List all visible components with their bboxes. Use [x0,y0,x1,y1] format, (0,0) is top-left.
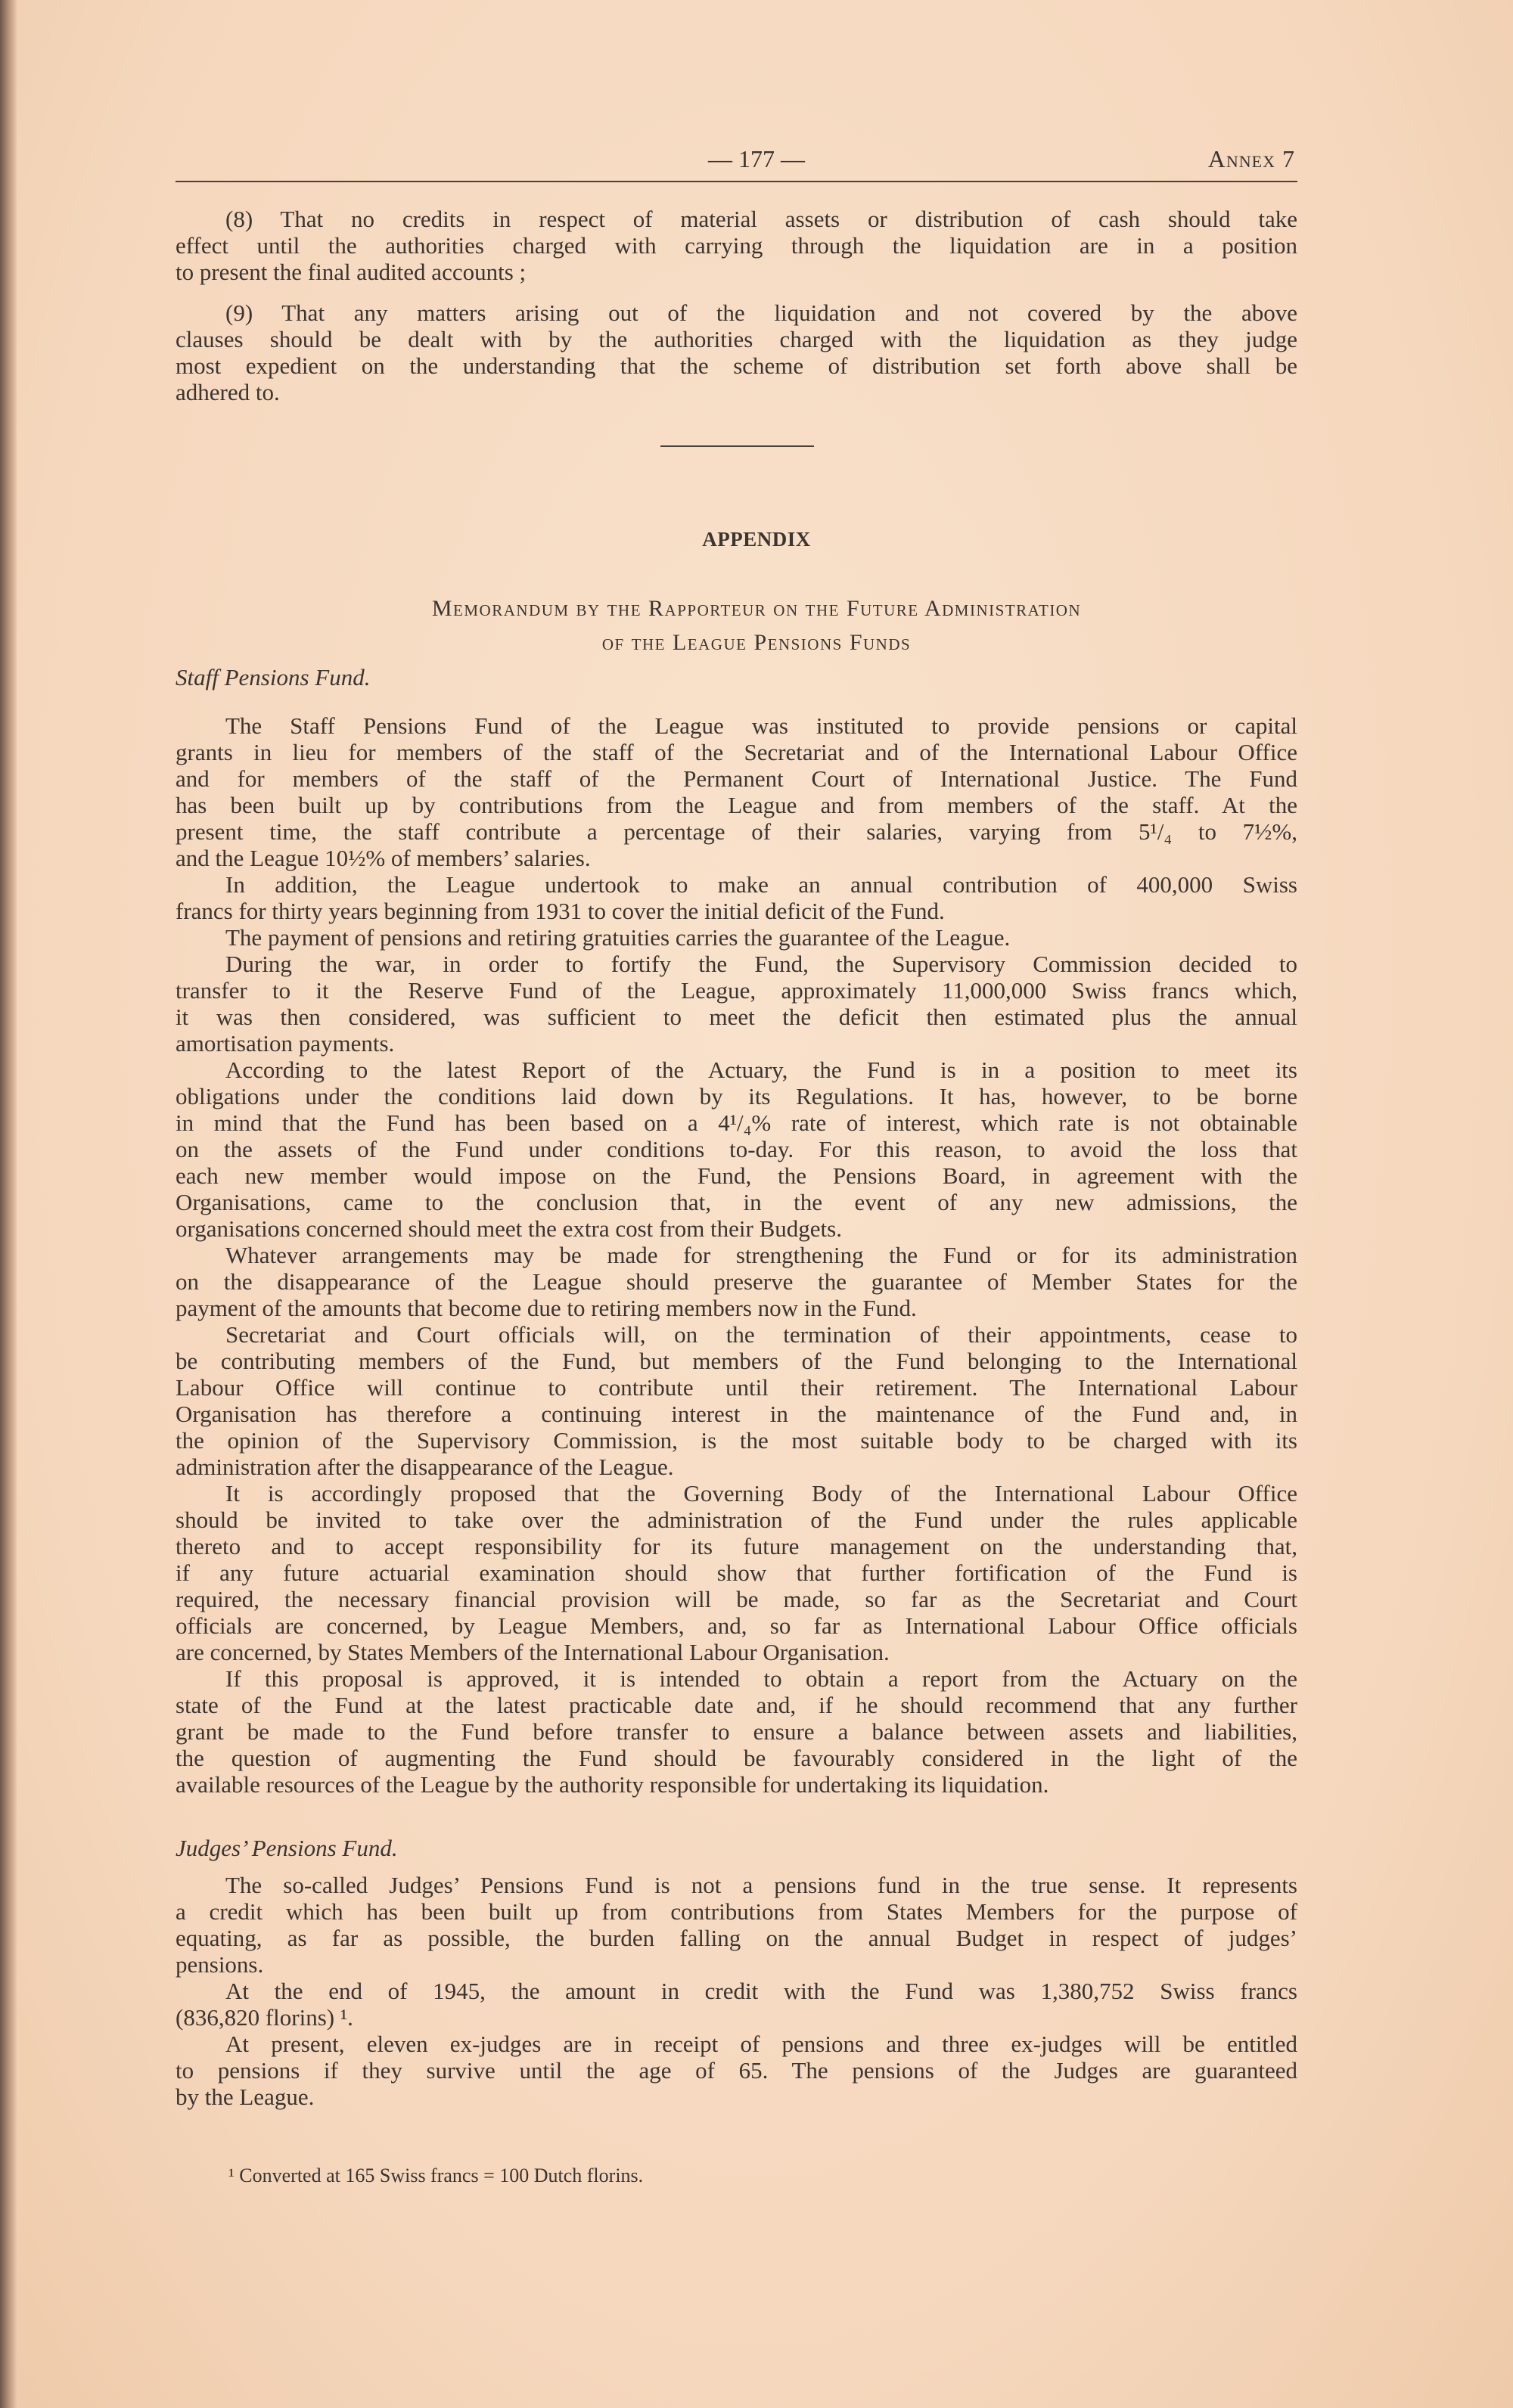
text-line: The so-called Judges’ Pensions Fund is not a pensions fund in the true sense. It represents [225,1872,1297,1898]
text-line: required, the necessary financial provision will be made, so far as the Secretariat and Court [176,1586,1297,1612]
paragraph [176,871,1297,924]
text-line: Organisation has therefore a continuing interest in the maintenance of the Fund and, in [176,1401,1297,1427]
text-line: thereto and to accept responsibility for its future management on the understanding that, [176,1533,1297,1559]
text-line: and the League 10½% of members’ salaries. [176,845,591,871]
text-line: has been built up by contributions from the League and from members of the staff. At the [176,792,1297,818]
text-line: (9) That any matters arising out of the liquidation and not covered by the above [225,299,1297,326]
paragraph [176,1480,1297,1665]
text-line: to pensions if they survive until the age of 65. The pensions of the Judges are guaranteed [176,2057,1297,2084]
paragraph [176,1057,1297,1242]
text-line: grants in lieu for members of the staff of the Secretariat and of the International Labour Office [176,739,1297,765]
text-line: effect until the authorities charged with carrying through the liquidation are in a position [176,232,1297,259]
header-rule [176,181,1297,182]
text-line: a credit which has been built up from contributions from States Members for the purpose of [176,1898,1297,1925]
text-line: each new member would impose on the Fund, the Pensions Board, in agreement with the [176,1162,1297,1189]
text-line: it was then considered, was sufficient to meet the deficit then estimated plus the annual [176,1004,1297,1030]
text-line: state of the Fund at the latest practicable date and, if he should recommend that any further [176,1692,1297,1718]
text-line: organisations concerned should meet the extra cost from their Budgets. [176,1215,842,1242]
text-line: in mind that the Fund has been based on a 4¹/₄% rate of interest, which rate is not obtainable [176,1109,1297,1136]
text-line: to present the final audited accounts ; [176,259,527,285]
paragraph [176,712,1297,871]
text-line: It is accordingly proposed that the Governing Body of the International Labour Office [225,1480,1297,1507]
text-line: the opinion of the Supervisory Commission, is the most suitable body to be charged with its [176,1427,1297,1454]
memo-title-line-2: of the League Pensions Funds [601,630,912,655]
text-line: most expedient on the understanding that the scheme of distribution set forth above shall be [176,352,1297,379]
text-line: amortisation payments. [176,1030,395,1057]
text-line: Whatever arrangements may be made for strengthening the Fund or for its administration [225,1242,1297,1268]
text-line: payment of the amounts that become due to retiring members now in the Fund. [176,1295,917,1321]
text-line: During the war, in order to fortify the Fund, the Supervisory Commission decided to [225,951,1297,977]
staff-pensions-heading: Staff Pensions Fund. [176,664,371,690]
text-line: if any future actuarial examination should show that further fortification of the Fund is [176,1559,1297,1586]
text-line: pensions. [176,1951,264,1978]
paragraph [176,1321,1297,1480]
section-divider [660,445,814,447]
paragraph [176,1978,1297,2031]
paragraph [176,2031,1297,2110]
text-line: Labour Office will continue to contribute until their retirement. The International Labour [176,1374,1297,1401]
text-line: the question of augmenting the Fund should be favourably considered in the light of the [176,1745,1297,1771]
paragraph [176,1242,1297,1321]
text-line: grant be made to the Fund before transfer to ensure a balance between assets and liabilities, [176,1718,1297,1745]
text-line: on the disappearance of the League should preserve the guarantee of Member States for the [176,1268,1297,1295]
text-line: obligations under the conditions laid down by its Regulations. It has, however, to be borne [176,1083,1297,1109]
paragraph [176,1872,1297,1978]
text-line: transfer to it the Reserve Fund of the League, approximately 11,000,000 Swiss francs which, [176,977,1297,1004]
text-line: Secretariat and Court officials will, on the termination of their appointments, cease to [225,1321,1297,1348]
page-binding-edge [0,0,17,2408]
text-line: be contributing members of the Fund, but members of the Fund belonging to the International [176,1348,1297,1374]
text-line: At the end of 1945, the amount in credit with the Fund was 1,380,752 Swiss francs [225,1978,1297,2004]
paragraph [176,924,1297,951]
text-line: equating, as far as possible, the burden falling on the annual Budget in respect of judges’ [176,1925,1297,1951]
judges-pensions-body [176,1872,1297,2110]
text-line: The Staff Pensions Fund of the League was instituted to provide pensions or capital [225,712,1297,739]
text-line: francs for thirty years beginning from 1931 to cover the initial deficit of the Fund. [176,898,945,924]
text-line: If this proposal is approved, it is intended to obtain a report from the Actuary on the [225,1665,1297,1692]
text-line: adhered to. [176,379,280,405]
clause-9 [176,299,1297,405]
text-line: The payment of pensions and retiring gratuities carries the guarantee of the League. [225,924,1011,951]
appendix-title: APPENDIX [702,528,811,551]
text-line: are concerned, by States Members of the International Labour Organisation. [176,1639,890,1665]
page-number: — 177 — [708,145,805,172]
text-line: by the League. [176,2084,315,2110]
text-line: on the assets of the Fund under conditions to-day. For this reason, to avoid the loss that [176,1136,1297,1162]
clause-8 [176,206,1297,285]
text-line: available resources of the League by the authority responsible for undertaking its liquidation. [176,1771,1049,1798]
paragraph [176,951,1297,1057]
text-line: should be invited to take over the administration of the Fund under the rules applicable [176,1507,1297,1533]
text-line: clauses should be dealt with by the authorities charged with the liquidation as they judge [176,326,1297,352]
paragraph [176,1665,1297,1798]
judges-pensions-heading: Judges’ Pensions Fund. [176,1835,398,1861]
text-line: and for members of the staff of the Permanent Court of International Justice. The Fund [176,765,1297,792]
text-line: present time, the staff contribute a percentage of their salaries, varying from 5¹/₄ to 7½%, [176,818,1297,845]
memo-title-line-1: Memorandum by the Rapporteur on the Future Administration [431,596,1082,621]
text-line: (836,820 florins) ¹. [176,2004,353,2031]
annex-label: Annex 7 [1207,145,1295,172]
text-line: In addition, the League undertook to make an annual contribution of 400,000 Swiss [225,871,1297,898]
text-line: According to the latest Report of the Actuary, the Fund is in a position to meet its [225,1057,1297,1083]
text-line: At present, eleven ex-judges are in receipt of pensions and three ex-judges will be entitled [225,2031,1297,2057]
footnote: ¹ Converted at 165 Swiss francs = 100 Dutch florins. [228,2164,644,2186]
text-line: Organisations, came to the conclusion that, in the event of any new admissions, the [176,1189,1297,1215]
staff-pensions-body [176,712,1297,1798]
text-line: administration after the disappearance of the League. [176,1454,674,1480]
text-line: (8) That no credits in respect of material assets or distribution of cash should take [225,206,1297,232]
text-line: officials are concerned, by League Members, and, so far as International Labour Office officials [176,1612,1297,1639]
